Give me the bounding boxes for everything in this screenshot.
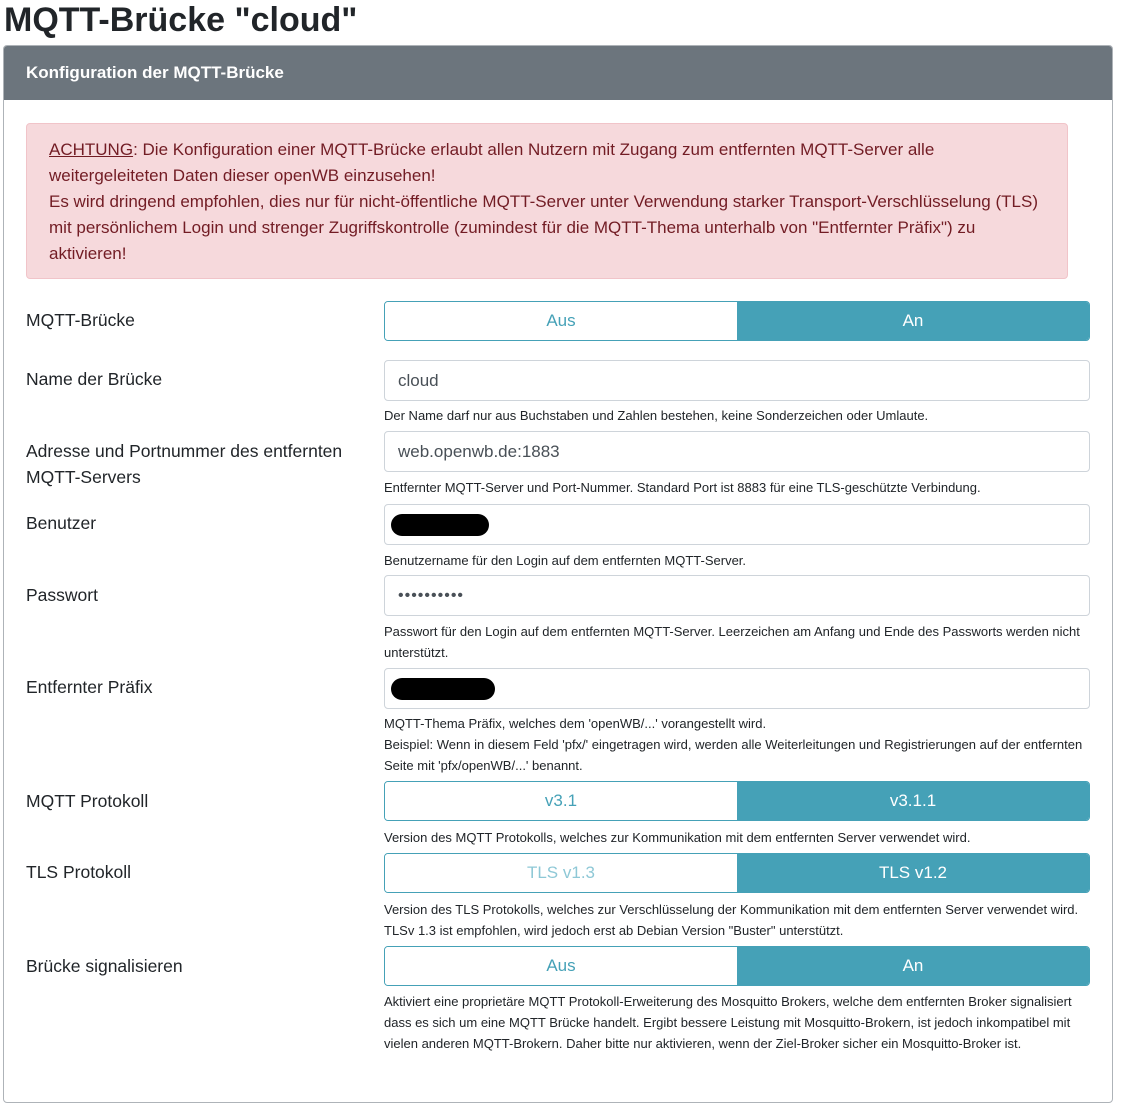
name-input[interactable]: cloud — [384, 360, 1090, 401]
mqtt-v31-button[interactable]: v3.1 — [385, 782, 737, 820]
redaction-mark — [391, 514, 489, 536]
bridge-on-button[interactable]: An — [737, 302, 1089, 340]
password-input[interactable]: •••••••••• — [384, 575, 1090, 616]
warning-alert — [26, 123, 1068, 279]
tls-protocol-label: TLS Protokoll — [26, 862, 132, 882]
prefix-input[interactable] — [384, 668, 1090, 709]
alert-line2: Es wird dringend empfohlen, dies nur für nicht-öffentliche MQTT-Server unter Verwendung starker Transport-Verschlüsselung (TLS) mit persönlichem Login und strenger Zugriffskontrolle (zumindest für die MQTT-Thema unterhalb von "Entfernter Präfix") zu aktivieren! — [49, 192, 1038, 263]
name-label: Name der Brücke — [26, 369, 163, 389]
card-header: Konfiguration der MQTT-Brücke — [4, 46, 1112, 100]
name-help: Der Name darf nur aus Buchstaben und Zahlen bestehen, keine Sonderzeichen oder Umlaute. — [384, 408, 929, 423]
mqtt-protocol-toggle — [384, 781, 1090, 821]
user-label: Benutzer — [26, 513, 97, 533]
password-help: Passwort für den Login auf dem entfernten MQTT-Server. Leerzeichen am Anfang und Ende des Passworts werden nicht unterstützt. — [384, 624, 1080, 660]
tls-protocol-toggle — [384, 853, 1090, 893]
mqtt-protocol-help: Version des MQTT Protokolls, welches zur Kommunikation mit dem entfernten Server verwendet wird. — [384, 830, 971, 845]
bridge-toggle — [384, 301, 1090, 341]
bridge-off-button[interactable]: Aus — [385, 302, 737, 340]
alert-keyword: ACHTUNG — [49, 140, 134, 159]
signal-toggle — [384, 946, 1090, 986]
password-label: Passwort — [26, 585, 98, 605]
signal-off-button[interactable]: Aus — [385, 947, 737, 985]
bridge-config-card — [3, 45, 1113, 1103]
user-help: Benutzername für den Login auf dem entfernten MQTT-Server. — [384, 553, 747, 568]
bridge-label: MQTT-Brücke — [26, 310, 135, 330]
signal-label: Brücke signalisieren — [26, 956, 183, 976]
tls-v12-button[interactable]: TLS v1.2 — [737, 854, 1089, 892]
tls-protocol-help: Version des TLS Protokolls, welches zur Verschlüsselung der Kommunikation mit dem entfernten Server verwendet wird. TLSv 1.3 ist empfohlen, wird jedoch erst ab Debian Version "Buster" unterstützt. — [384, 902, 1079, 938]
mqtt-v311-button[interactable]: v3.1.1 — [737, 782, 1089, 820]
alert-line1: : Die Konfiguration einer MQTT-Brücke erlaubt allen Nutzern mit Zugang zum entfernten MQTT-Server alle weitergeleiteten Daten dieser openWB einzusehen! — [49, 140, 935, 185]
signal-on-button[interactable]: An — [737, 947, 1089, 985]
page-title: MQTT-Brücke "cloud" — [4, 1, 358, 39]
address-label: Adresse und Portnummer des entfernten MQTT-Servers — [26, 441, 343, 487]
prefix-help: MQTT-Thema Präfix, welches dem 'openWB/...' vorangestellt wird. Beispiel: Wenn in diesem Feld 'pfx/' eingetragen wird, werden alle Weiterleitungen und Registrierungen auf der entfernten Seite mit 'pfx/openWB/...' benannt. — [384, 716, 1083, 773]
mqtt-protocol-label: MQTT Protokoll — [26, 791, 149, 811]
address-help: Entfernter MQTT-Server und Port-Nummer. Standard Port ist 8883 für eine TLS-geschützte Verbindung. — [384, 480, 981, 495]
address-input[interactable]: web.openwb.de:1883 — [384, 431, 1090, 472]
tls-v13-button[interactable]: TLS v1.3 — [385, 854, 737, 892]
redaction-mark — [391, 678, 495, 700]
signal-help: Aktiviert eine proprietäre MQTT Protokoll-Erweiterung des Mosquitto Brokers, welche dem entfernten Broker signalisiert dass es sich um eine MQTT Brücke handelt. Ergibt bessere Leistung mit Mosquitto-Brokern, ist jedoch inkompatibel mit vielen anderen MQTT-Brokern. Daher bitte nur aktivieren, wenn der Ziel-Broker sicher ein Mosquitto-Broker ist. — [384, 994, 1072, 1051]
user-input[interactable] — [384, 504, 1090, 545]
prefix-label: Entfernter Präfix — [26, 677, 153, 697]
